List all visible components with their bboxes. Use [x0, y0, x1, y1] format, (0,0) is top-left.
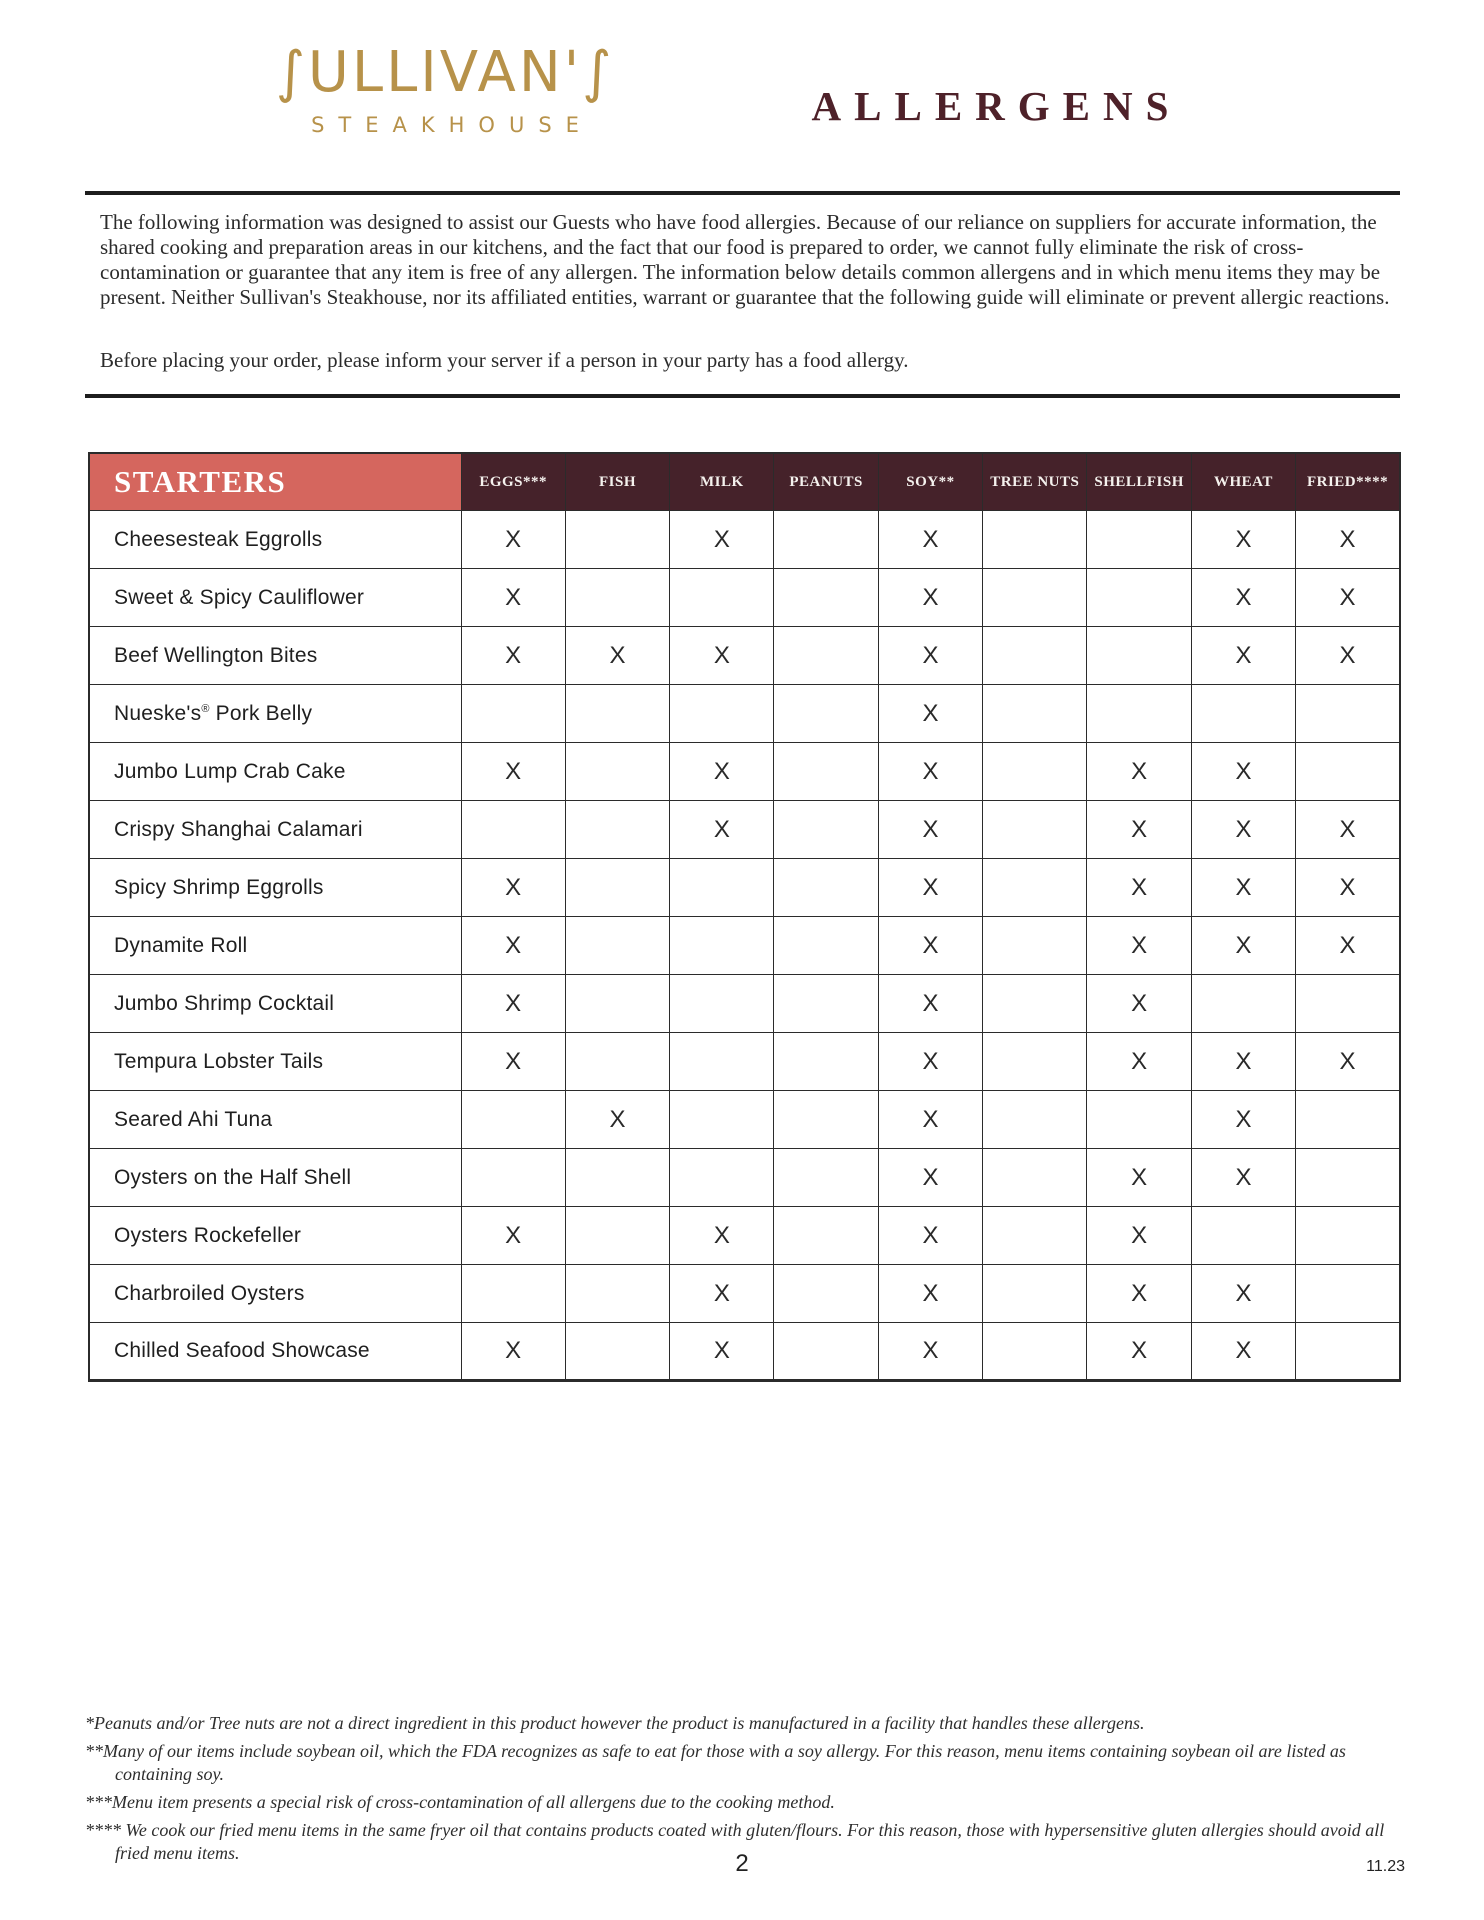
allergy-notice: Before placing your order, please inform your server if a person in your party has a food allergy. — [100, 348, 909, 372]
allergen-empty-cell — [1191, 685, 1295, 743]
allergen-empty-cell — [983, 1323, 1087, 1381]
allergen-empty-cell — [670, 685, 774, 743]
allergen-mark: X — [1296, 801, 1400, 859]
allergen-empty-cell — [1296, 1149, 1400, 1207]
allergen-mark: X — [1296, 917, 1400, 975]
allergen-mark: X — [878, 685, 982, 743]
menu-item-name: Tempura Lobster Tails — [89, 1033, 461, 1091]
allergen-empty-cell — [774, 1091, 878, 1149]
allergen-empty-cell — [1191, 1207, 1295, 1265]
menu-item-name: Nueske's® Pork Belly — [89, 685, 461, 743]
allergen-empty-cell — [774, 685, 878, 743]
allergen-empty-cell — [983, 859, 1087, 917]
menu-item-name: Seared Ahi Tuna — [89, 1091, 461, 1149]
allergen-mark: X — [1191, 627, 1295, 685]
allergen-mark: X — [878, 1323, 982, 1381]
page-title: ALLERGENS — [811, 83, 1182, 129]
allergen-mark: X — [461, 511, 565, 569]
allergen-mark: X — [1087, 1323, 1191, 1381]
allergen-mark: X — [1191, 859, 1295, 917]
allergen-empty-cell — [565, 917, 669, 975]
allergen-empty-cell — [670, 917, 774, 975]
menu-item-name: Dynamite Roll — [89, 917, 461, 975]
allergen-empty-cell — [461, 801, 565, 859]
allergen-empty-cell — [774, 801, 878, 859]
menu-item-name: Sweet & Spicy Cauliflower — [89, 569, 461, 627]
menu-item-name: Oysters on the Half Shell — [89, 1149, 461, 1207]
menu-item-name: Charbroiled Oysters — [89, 1265, 461, 1323]
allergen-mark: X — [1191, 917, 1295, 975]
column-header: EGGS*** — [461, 453, 565, 511]
column-header: FISH — [565, 453, 669, 511]
menu-item-name: Jumbo Lump Crab Cake — [89, 743, 461, 801]
allergen-mark: X — [1191, 1323, 1295, 1381]
table-row — [89, 1265, 1400, 1323]
column-header: WHEAT — [1191, 453, 1295, 511]
allergen-empty-cell — [983, 1207, 1087, 1265]
allergen-empty-cell — [983, 511, 1087, 569]
divider-bottom — [85, 394, 1400, 398]
allergen-mark: X — [670, 801, 774, 859]
table-row — [89, 511, 1400, 569]
menu-item-name: Oysters Rockefeller — [89, 1207, 461, 1265]
allergen-empty-cell — [774, 1149, 878, 1207]
allergen-mark: X — [461, 743, 565, 801]
allergen-mark: X — [878, 1265, 982, 1323]
allergen-mark: X — [670, 1323, 774, 1381]
allergen-mark: X — [1087, 859, 1191, 917]
allergen-empty-cell — [461, 1091, 565, 1149]
table-row — [89, 1149, 1400, 1207]
allergen-empty-cell — [670, 1033, 774, 1091]
allergen-mark: X — [1296, 1033, 1400, 1091]
allergen-mark: X — [878, 801, 982, 859]
section-title: STARTERS — [89, 453, 461, 511]
allergen-mark: X — [1087, 801, 1191, 859]
allergen-empty-cell — [774, 975, 878, 1033]
allergen-mark: X — [1191, 511, 1295, 569]
allergen-empty-cell — [983, 569, 1087, 627]
allergen-empty-cell — [774, 859, 878, 917]
table-row — [89, 569, 1400, 627]
restaurant-logo — [225, 40, 665, 137]
allergen-empty-cell — [983, 1265, 1087, 1323]
page-number: 2 — [735, 1850, 749, 1877]
table-row — [89, 859, 1400, 917]
allergen-mark: X — [461, 859, 565, 917]
allergen-mark: X — [1191, 1091, 1295, 1149]
allergen-table — [88, 452, 1401, 1382]
column-header: FRIED**** — [1296, 453, 1400, 511]
allergen-mark: X — [1191, 1265, 1295, 1323]
menu-item-name: Spicy Shrimp Eggrolls — [89, 859, 461, 917]
allergen-empty-cell — [1296, 685, 1400, 743]
allergen-empty-cell — [1087, 685, 1191, 743]
allergen-mark: X — [878, 569, 982, 627]
allergen-empty-cell — [1296, 975, 1400, 1033]
allergen-mark: X — [461, 627, 565, 685]
menu-item-name: Jumbo Shrimp Cocktail — [89, 975, 461, 1033]
allergen-empty-cell — [774, 1265, 878, 1323]
allergen-mark: X — [878, 1033, 982, 1091]
allergen-mark: X — [1087, 917, 1191, 975]
allergen-empty-cell — [670, 859, 774, 917]
allergen-table-body — [89, 511, 1400, 1381]
allergen-empty-cell — [565, 1323, 669, 1381]
allergen-mark: X — [878, 1207, 982, 1265]
logo-wordmark: ∫ULLIVAN'∫ — [275, 40, 615, 105]
allergen-empty-cell — [983, 627, 1087, 685]
allergen-mark: X — [1191, 801, 1295, 859]
table-row — [89, 1323, 1400, 1381]
allergen-mark: X — [1296, 859, 1400, 917]
allergen-mark: X — [878, 743, 982, 801]
allergen-empty-cell — [1087, 627, 1191, 685]
table-row — [89, 627, 1400, 685]
allergen-mark: X — [878, 1149, 982, 1207]
allergen-empty-cell — [983, 917, 1087, 975]
allergen-mark: X — [878, 859, 982, 917]
allergen-empty-cell — [565, 685, 669, 743]
allergen-empty-cell — [565, 1265, 669, 1323]
allergen-empty-cell — [461, 685, 565, 743]
allergen-empty-cell — [1296, 1091, 1400, 1149]
allergen-mark: X — [1191, 1033, 1295, 1091]
allergen-mark: X — [461, 1033, 565, 1091]
footnotes — [85, 1712, 1395, 1870]
allergen-empty-cell — [774, 917, 878, 975]
allergen-mark: X — [1296, 511, 1400, 569]
footnote-peanuts: *Peanuts and/or Tree nuts are not a direct ingredient in this product however the product is manufactured in a facility that handles these allergens. — [85, 1713, 1145, 1733]
table-row — [89, 1091, 1400, 1149]
column-header: TREE NUTS — [983, 453, 1087, 511]
allergen-mark: X — [461, 917, 565, 975]
allergen-empty-cell — [670, 1149, 774, 1207]
allergen-mark: X — [1191, 743, 1295, 801]
allergen-empty-cell — [670, 1091, 774, 1149]
allergen-empty-cell — [1087, 1091, 1191, 1149]
table-row — [89, 685, 1400, 743]
allergen-empty-cell — [774, 1207, 878, 1265]
allergen-empty-cell — [565, 859, 669, 917]
allergen-mark: X — [1087, 743, 1191, 801]
allergen-empty-cell — [565, 1149, 669, 1207]
allergen-empty-cell — [1296, 743, 1400, 801]
allergen-empty-cell — [565, 801, 669, 859]
allergen-empty-cell — [774, 1033, 878, 1091]
allergen-empty-cell — [565, 743, 669, 801]
allergen-empty-cell — [1087, 569, 1191, 627]
allergen-empty-cell — [1296, 1323, 1400, 1381]
allergen-empty-cell — [1296, 1207, 1400, 1265]
table-row — [89, 917, 1400, 975]
column-header: MILK — [670, 453, 774, 511]
allergen-empty-cell — [983, 1149, 1087, 1207]
allergen-mark: X — [1087, 1033, 1191, 1091]
allergen-mark: X — [565, 627, 669, 685]
divider-top — [85, 191, 1400, 195]
allergen-empty-cell — [461, 1265, 565, 1323]
allergen-header-row — [89, 453, 1400, 511]
allergen-empty-cell — [1191, 975, 1295, 1033]
column-header: SHELLFISH — [1087, 453, 1191, 511]
intro-paragraph: The following information was designed to assist our Guests who have food allergies. Because of our reliance on suppliers for accurate information, the shared cooking and preparation areas in our kitchens, and the fact that our food is prepared to order, we cannot fully eliminate the risk of cross-contamination or guarantee that any item is free of any allergen. The information below details common allergens and in which menu items they may be present. Neither Sullivan's Steakhouse, nor its affiliated entities, warrant or guarantee that the following guide will eliminate or prevent allergic reactions. — [100, 210, 1390, 309]
table-row — [89, 1207, 1400, 1265]
allergen-empty-cell — [565, 975, 669, 1033]
footnote-fried: **** We cook our fried menu items in the same fryer oil that contains products coated with gluten/flours. For this reason, those with hypersensitive gluten allergies should avoid all fried menu items. — [85, 1820, 1385, 1863]
allergen-empty-cell — [565, 1207, 669, 1265]
allergen-mark: X — [461, 1323, 565, 1381]
allergen-empty-cell — [983, 975, 1087, 1033]
table-row — [89, 743, 1400, 801]
allergen-mark: X — [565, 1091, 669, 1149]
allergen-empty-cell — [774, 569, 878, 627]
allergen-empty-cell — [670, 569, 774, 627]
allergen-empty-cell — [565, 1033, 669, 1091]
allergen-mark: X — [878, 511, 982, 569]
allergen-mark: X — [1087, 1265, 1191, 1323]
allergen-mark: X — [461, 975, 565, 1033]
allergen-mark: X — [670, 1207, 774, 1265]
menu-item-name: Cheesesteak Eggrolls — [89, 511, 461, 569]
allergen-mark: X — [670, 743, 774, 801]
allergen-empty-cell — [774, 627, 878, 685]
allergen-empty-cell — [461, 1149, 565, 1207]
allergen-empty-cell — [565, 511, 669, 569]
allergen-mark: X — [878, 627, 982, 685]
table-row — [89, 801, 1400, 859]
table-row — [89, 975, 1400, 1033]
allergen-mark: X — [1087, 1207, 1191, 1265]
allergen-mark: X — [878, 975, 982, 1033]
allergen-empty-cell — [983, 1091, 1087, 1149]
logo-subtitle: STEAKHOUSE — [311, 112, 593, 137]
allergen-mark: X — [670, 511, 774, 569]
allergen-empty-cell — [565, 569, 669, 627]
footnote-soy: **Many of our items include soybean oil, which the FDA recognizes as safe to eat for those with a soy allergy. For this reason, menu items containing soybean oil are listed as containing soy. — [85, 1741, 1346, 1784]
allergen-empty-cell — [983, 685, 1087, 743]
allergen-mark: X — [878, 1091, 982, 1149]
allergen-empty-cell — [983, 801, 1087, 859]
allergen-mark: X — [1191, 1149, 1295, 1207]
allergen-mark: X — [670, 1265, 774, 1323]
allergen-empty-cell — [1296, 1265, 1400, 1323]
allergen-empty-cell — [983, 1033, 1087, 1091]
menu-item-name: Beef Wellington Bites — [89, 627, 461, 685]
column-header: SOY** — [878, 453, 982, 511]
allergen-mark: X — [1191, 569, 1295, 627]
allergen-empty-cell — [774, 1323, 878, 1381]
column-header: PEANUTS — [774, 453, 878, 511]
allergen-mark: X — [670, 627, 774, 685]
allergen-mark: X — [1296, 569, 1400, 627]
footnote-cross-contamination: ***Menu item presents a special risk of cross-contamination of all allergens due to the cooking method. — [85, 1792, 835, 1812]
allergen-mark: X — [1087, 975, 1191, 1033]
table-row — [89, 1033, 1400, 1091]
allergen-empty-cell — [774, 743, 878, 801]
menu-item-name: Chilled Seafood Showcase — [89, 1323, 461, 1381]
version-label: 11.23 — [1366, 1858, 1405, 1875]
allergen-empty-cell — [983, 743, 1087, 801]
allergen-empty-cell — [774, 511, 878, 569]
allergen-mark: X — [878, 917, 982, 975]
allergen-mark: X — [1087, 1149, 1191, 1207]
allergen-empty-cell — [1087, 511, 1191, 569]
allergen-mark: X — [461, 569, 565, 627]
allergen-empty-cell — [670, 975, 774, 1033]
allergen-mark: X — [1296, 627, 1400, 685]
menu-item-name: Crispy Shanghai Calamari — [89, 801, 461, 859]
allergen-mark: X — [461, 1207, 565, 1265]
